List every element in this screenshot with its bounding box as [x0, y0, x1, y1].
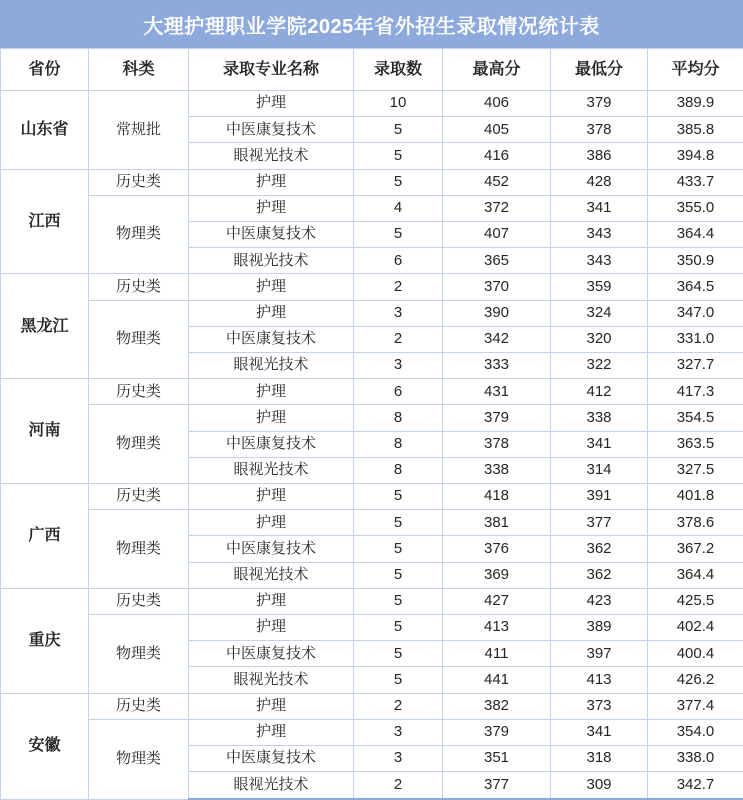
major-cell: 中医康复技术: [189, 326, 354, 352]
avg-score-cell: 364.4: [648, 222, 743, 248]
count-cell: 6: [354, 379, 443, 405]
avg-score-cell: 401.8: [648, 484, 743, 510]
major-cell: 中医康复技术: [189, 431, 354, 457]
max-score-cell: 377: [443, 772, 551, 799]
max-score-cell: 378: [443, 431, 551, 457]
avg-score-cell: 327.5: [648, 457, 743, 483]
count-cell: 2: [354, 274, 443, 300]
major-cell: 护理: [189, 274, 354, 300]
max-score-cell: 365: [443, 248, 551, 274]
max-score-cell: 390: [443, 300, 551, 326]
province-cell: 河南: [1, 379, 89, 484]
category-cell: 物理类: [89, 615, 189, 694]
major-cell: 中医康复技术: [189, 746, 354, 772]
table-row: [1, 169, 743, 195]
max-score-cell: 452: [443, 169, 551, 195]
province-cell: 山东省: [1, 91, 89, 170]
page-title: 大理护理职业学院2025年省外招生录取情况统计表: [143, 15, 600, 38]
max-score-cell: 376: [443, 536, 551, 562]
major-cell: 护理: [189, 379, 354, 405]
avg-score-cell: 377.4: [648, 693, 743, 719]
count-cell: 6: [354, 248, 443, 274]
table-row: [1, 510, 743, 536]
count-cell: 5: [354, 484, 443, 510]
min-score-cell: 412: [551, 379, 648, 405]
table-row: [1, 588, 743, 614]
count-cell: 8: [354, 457, 443, 483]
min-score-cell: 389: [551, 615, 648, 641]
min-score-cell: 362: [551, 536, 648, 562]
major-cell: 中医康复技术: [189, 641, 354, 667]
count-cell: 2: [354, 772, 443, 799]
min-score-cell: 309: [551, 772, 648, 799]
min-score-cell: 359: [551, 274, 648, 300]
avg-score-cell: 426.2: [648, 667, 743, 693]
max-score-cell: 342: [443, 326, 551, 352]
max-score-cell: 406: [443, 91, 551, 117]
category-cell: 物理类: [89, 405, 189, 484]
count-cell: 3: [354, 300, 443, 326]
max-score-cell: 416: [443, 143, 551, 169]
max-score-cell: 411: [443, 641, 551, 667]
min-score-cell: 341: [551, 431, 648, 457]
min-score-cell: 397: [551, 641, 648, 667]
column-header-1: 科类: [89, 49, 189, 91]
avg-score-cell: 354.0: [648, 719, 743, 745]
avg-score-cell: 425.5: [648, 588, 743, 614]
column-header-2: 录取专业名称: [189, 49, 354, 91]
category-cell: 常规批: [89, 91, 189, 170]
admissions-table: [0, 48, 743, 800]
min-score-cell: 373: [551, 693, 648, 719]
title-banner: [0, 0, 743, 48]
avg-score-cell: 364.4: [648, 562, 743, 588]
category-cell: 历史类: [89, 274, 189, 300]
avg-score-cell: 394.8: [648, 143, 743, 169]
avg-score-cell: 433.7: [648, 169, 743, 195]
max-score-cell: 379: [443, 719, 551, 745]
min-score-cell: 377: [551, 510, 648, 536]
min-score-cell: 324: [551, 300, 648, 326]
category-cell: 物理类: [89, 300, 189, 379]
table-row: [1, 300, 743, 326]
count-cell: 3: [354, 746, 443, 772]
table-row: [1, 719, 743, 745]
count-cell: 5: [354, 615, 443, 641]
min-score-cell: 341: [551, 195, 648, 221]
min-score-cell: 413: [551, 667, 648, 693]
max-score-cell: 333: [443, 353, 551, 379]
min-score-cell: 322: [551, 353, 648, 379]
count-cell: 5: [354, 641, 443, 667]
avg-score-cell: 350.9: [648, 248, 743, 274]
max-score-cell: 405: [443, 117, 551, 143]
count-cell: 5: [354, 117, 443, 143]
major-cell: 护理: [189, 195, 354, 221]
province-cell: 黑龙江: [1, 274, 89, 379]
major-cell: 护理: [189, 510, 354, 536]
table-row: [1, 91, 743, 117]
category-cell: 历史类: [89, 379, 189, 405]
province-cell: 广西: [1, 484, 89, 589]
avg-score-cell: 331.0: [648, 326, 743, 352]
avg-score-cell: 367.2: [648, 536, 743, 562]
min-score-cell: 423: [551, 588, 648, 614]
header-row: [1, 49, 743, 91]
major-cell: 护理: [189, 693, 354, 719]
min-score-cell: 386: [551, 143, 648, 169]
min-score-cell: 378: [551, 117, 648, 143]
min-score-cell: 341: [551, 719, 648, 745]
major-cell: 护理: [189, 405, 354, 431]
major-cell: 眼视光技术: [189, 457, 354, 483]
avg-score-cell: 342.7: [648, 772, 743, 799]
province-cell: 江西: [1, 169, 89, 274]
min-score-cell: 362: [551, 562, 648, 588]
max-score-cell: 382: [443, 693, 551, 719]
count-cell: 2: [354, 326, 443, 352]
major-cell: 护理: [189, 615, 354, 641]
major-cell: 护理: [189, 588, 354, 614]
province-cell: 重庆: [1, 588, 89, 693]
max-score-cell: 351: [443, 746, 551, 772]
avg-score-cell: 363.5: [648, 431, 743, 457]
major-cell: 眼视光技术: [189, 562, 354, 588]
category-cell: 物理类: [89, 195, 189, 274]
table-row: [1, 484, 743, 510]
count-cell: 5: [354, 536, 443, 562]
max-score-cell: 441: [443, 667, 551, 693]
avg-score-cell: 402.4: [648, 615, 743, 641]
count-cell: 3: [354, 719, 443, 745]
major-cell: 护理: [189, 300, 354, 326]
major-cell: 中医康复技术: [189, 536, 354, 562]
count-cell: 5: [354, 222, 443, 248]
count-cell: 5: [354, 169, 443, 195]
category-cell: 历史类: [89, 588, 189, 614]
avg-score-cell: 417.3: [648, 379, 743, 405]
max-score-cell: 407: [443, 222, 551, 248]
count-cell: 2: [354, 693, 443, 719]
table-row: [1, 615, 743, 641]
max-score-cell: 431: [443, 379, 551, 405]
count-cell: 5: [354, 143, 443, 169]
avg-score-cell: 355.0: [648, 195, 743, 221]
category-cell: 历史类: [89, 484, 189, 510]
major-cell: 中医康复技术: [189, 117, 354, 143]
count-cell: 5: [354, 667, 443, 693]
count-cell: 8: [354, 431, 443, 457]
major-cell: 眼视光技术: [189, 772, 354, 799]
column-header-0: 省份: [1, 49, 89, 91]
table-row: [1, 405, 743, 431]
max-score-cell: 381: [443, 510, 551, 536]
table-row: [1, 693, 743, 719]
min-score-cell: 338: [551, 405, 648, 431]
avg-score-cell: 389.9: [648, 91, 743, 117]
count-cell: 8: [354, 405, 443, 431]
major-cell: 中医康复技术: [189, 222, 354, 248]
major-cell: 眼视光技术: [189, 143, 354, 169]
max-score-cell: 379: [443, 405, 551, 431]
max-score-cell: 338: [443, 457, 551, 483]
min-score-cell: 428: [551, 169, 648, 195]
min-score-cell: 343: [551, 248, 648, 274]
min-score-cell: 320: [551, 326, 648, 352]
column-header-5: 最低分: [551, 49, 648, 91]
avg-score-cell: 327.7: [648, 353, 743, 379]
category-cell: 物理类: [89, 719, 189, 799]
category-cell: 历史类: [89, 169, 189, 195]
table-row: [1, 274, 743, 300]
table-row: [1, 379, 743, 405]
min-score-cell: 343: [551, 222, 648, 248]
category-cell: 物理类: [89, 510, 189, 589]
avg-score-cell: 385.8: [648, 117, 743, 143]
count-cell: 5: [354, 562, 443, 588]
major-cell: 眼视光技术: [189, 248, 354, 274]
avg-score-cell: 364.5: [648, 274, 743, 300]
max-score-cell: 372: [443, 195, 551, 221]
major-cell: 护理: [189, 484, 354, 510]
province-cell: 安徽: [1, 693, 89, 799]
min-score-cell: 379: [551, 91, 648, 117]
avg-score-cell: 378.6: [648, 510, 743, 536]
max-score-cell: 370: [443, 274, 551, 300]
count-cell: 4: [354, 195, 443, 221]
table-body: [1, 91, 743, 800]
min-score-cell: 391: [551, 484, 648, 510]
column-header-4: 最高分: [443, 49, 551, 91]
max-score-cell: 427: [443, 588, 551, 614]
max-score-cell: 369: [443, 562, 551, 588]
table-row: [1, 195, 743, 221]
column-header-3: 录取数: [354, 49, 443, 91]
avg-score-cell: 354.5: [648, 405, 743, 431]
avg-score-cell: 400.4: [648, 641, 743, 667]
max-score-cell: 418: [443, 484, 551, 510]
count-cell: 3: [354, 353, 443, 379]
column-header-6: 平均分: [648, 49, 743, 91]
major-cell: 护理: [189, 91, 354, 117]
max-score-cell: 413: [443, 615, 551, 641]
count-cell: 5: [354, 588, 443, 614]
count-cell: 5: [354, 510, 443, 536]
major-cell: 眼视光技术: [189, 353, 354, 379]
min-score-cell: 314: [551, 457, 648, 483]
avg-score-cell: 347.0: [648, 300, 743, 326]
major-cell: 眼视光技术: [189, 667, 354, 693]
min-score-cell: 318: [551, 746, 648, 772]
major-cell: 护理: [189, 719, 354, 745]
major-cell: 护理: [189, 169, 354, 195]
avg-score-cell: 338.0: [648, 746, 743, 772]
count-cell: 10: [354, 91, 443, 117]
category-cell: 历史类: [89, 693, 189, 719]
